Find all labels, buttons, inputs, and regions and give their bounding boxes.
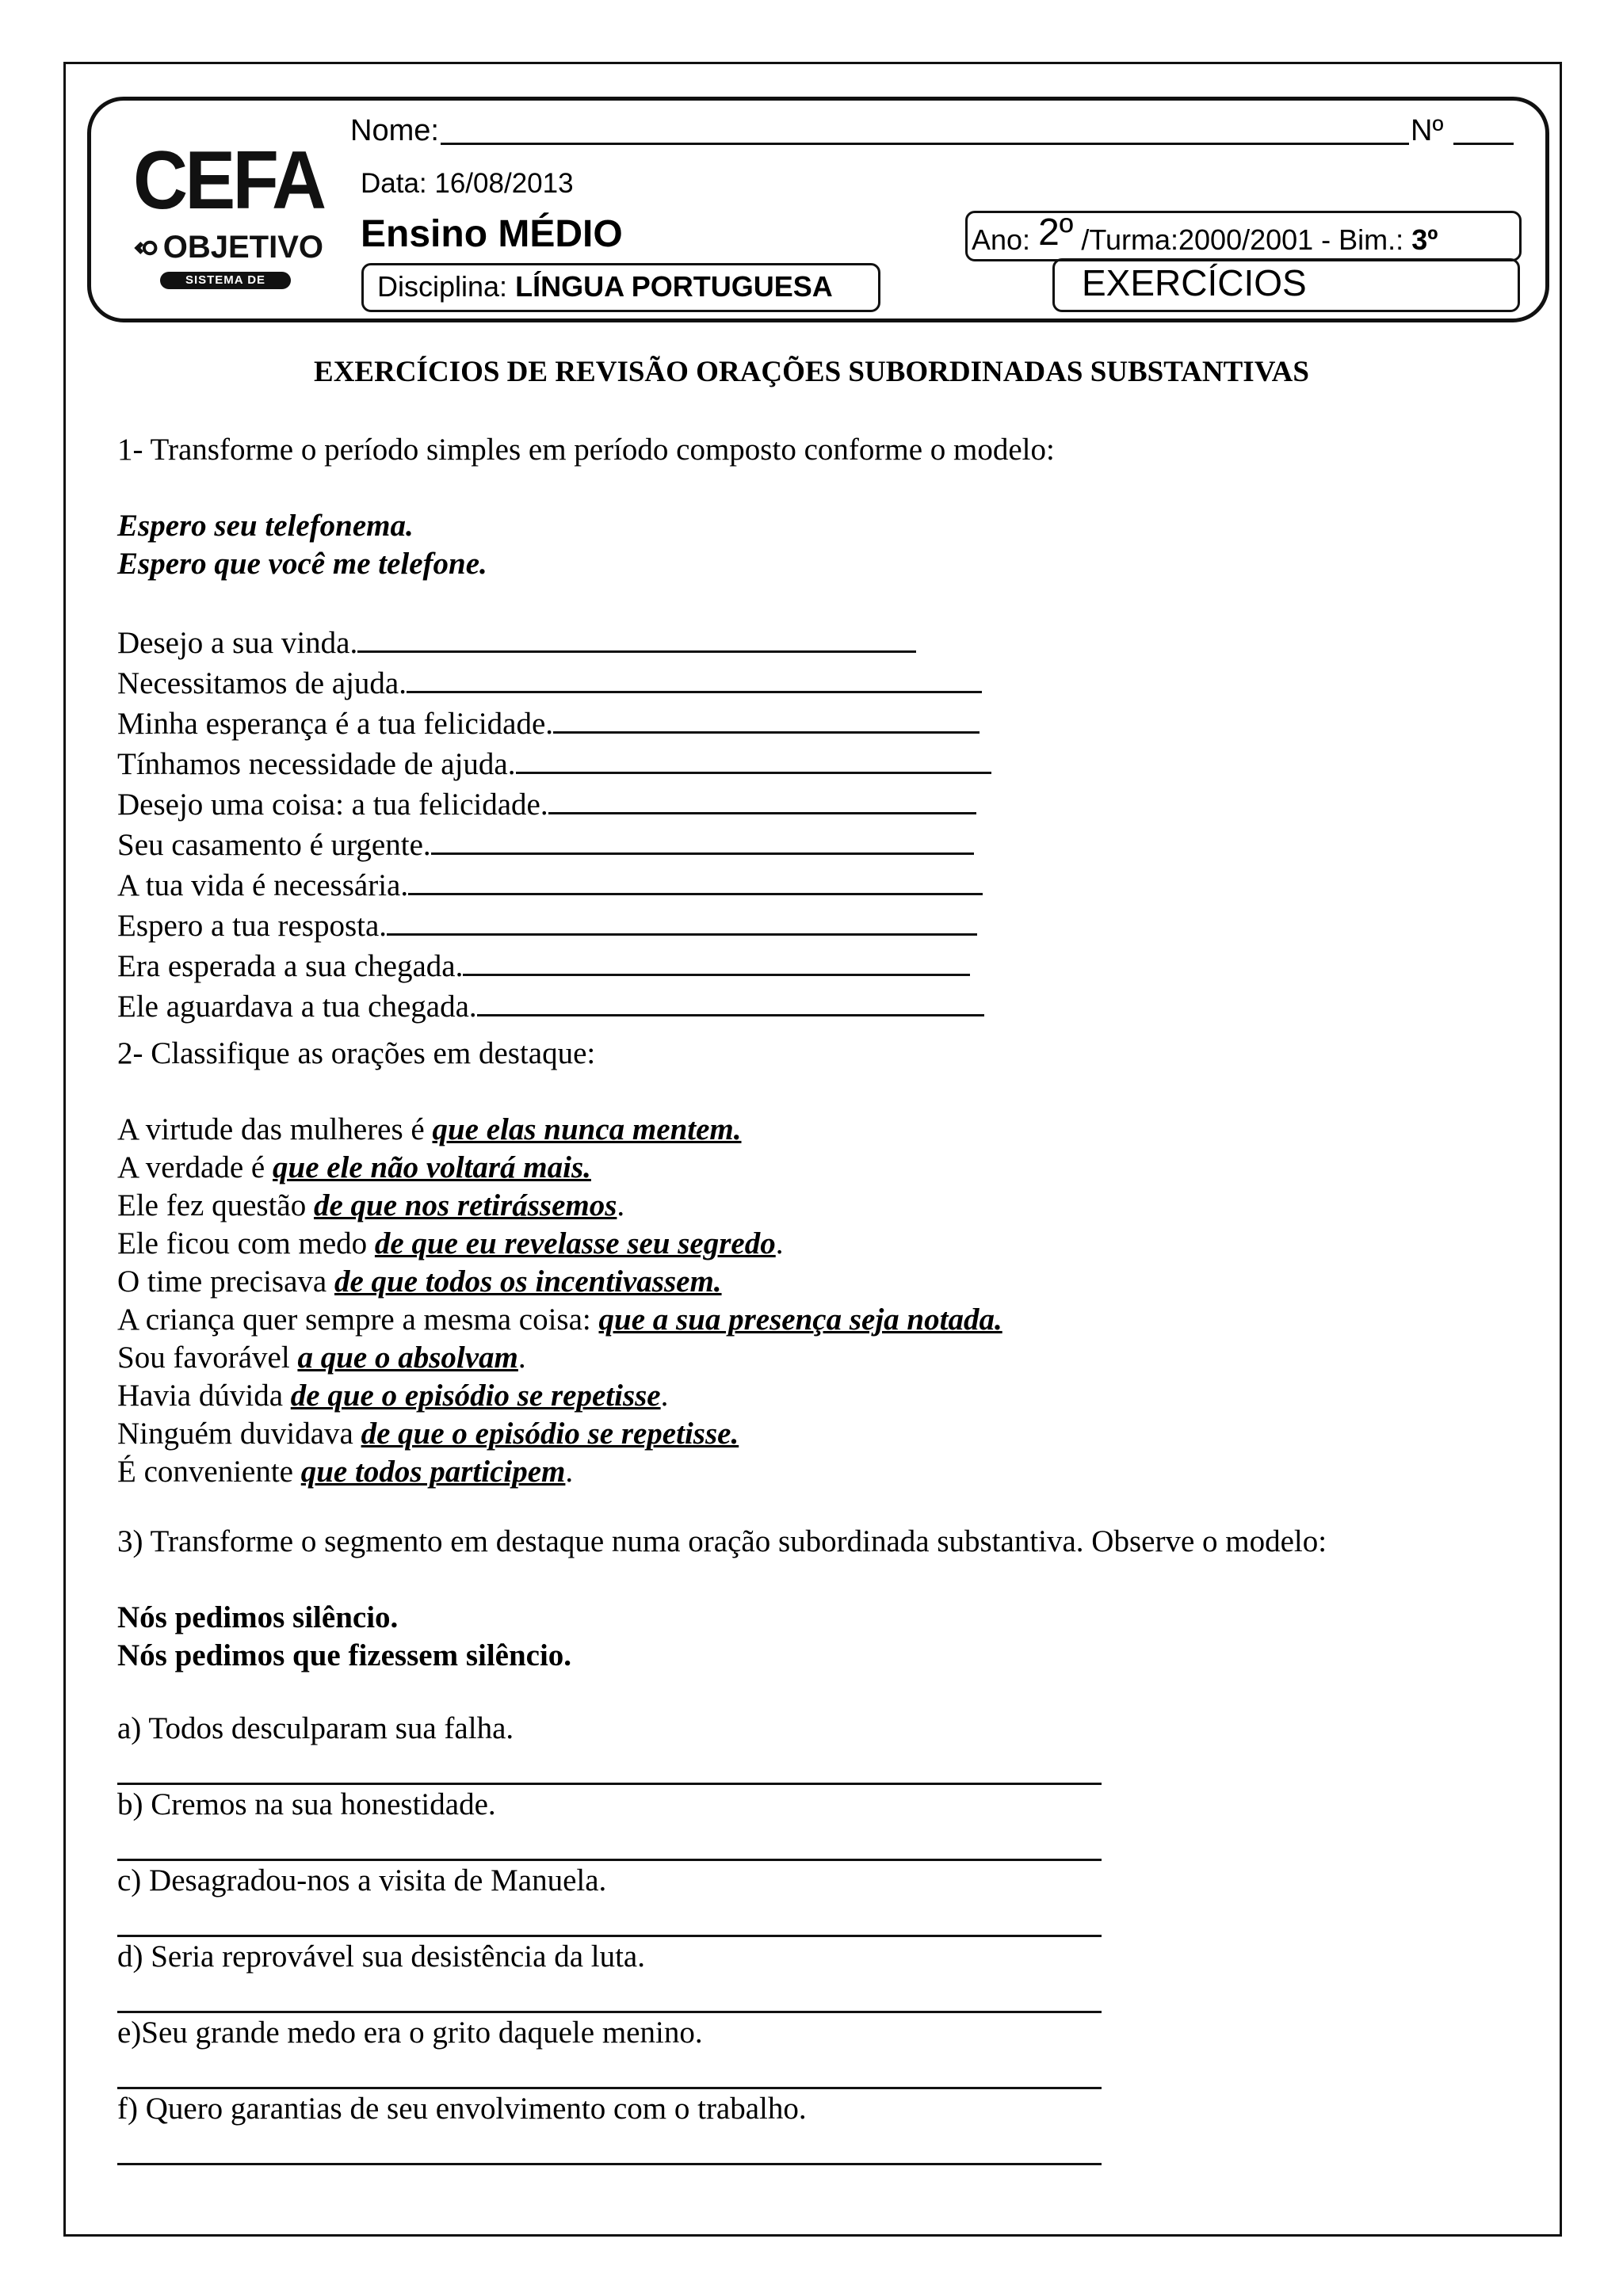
answer-line[interactable]	[117, 1935, 1102, 1937]
list-item: Ele ficou com medo de que eu revelasse seu segredo.	[117, 1226, 784, 1261]
highlighted-clause: de que o episódio se repetisse	[290, 1379, 661, 1413]
q1-model	[117, 507, 487, 583]
disciplina-value: LÍNGUA PORTUGUESA	[515, 270, 833, 303]
list-item: A verdade é que ele não voltará mais.	[117, 1150, 591, 1184]
worksheet-title: EXERCÍCIOS DE REVISÃO ORAÇÕES SUBORDINADAS SUBSTANTIVAS	[314, 356, 1309, 388]
objetivo-logo-icon	[133, 235, 158, 261]
highlighted-clause: que a sua presença seja notada.	[598, 1302, 1002, 1337]
disciplina-label: Disciplina:	[377, 270, 508, 303]
number-field[interactable]	[1453, 143, 1514, 145]
date-text: Data: 16/08/2013	[361, 168, 574, 199]
q3-model	[117, 1599, 571, 1675]
answer-blank[interactable]	[548, 784, 976, 814]
highlighted-clause: que todos participem	[300, 1455, 566, 1489]
highlighted-clause: que elas nunca mentem.	[432, 1112, 742, 1146]
q3-item-f: f) Quero garantias de seu envolvimento com o trabalho.	[117, 2092, 807, 2126]
answer-blank[interactable]	[516, 743, 991, 774]
highlighted-clause: de que eu revelasse seu segredo	[374, 1226, 776, 1261]
list-item: É conveniente que todos participem.	[117, 1455, 574, 1489]
highlighted-clause: de que o episódio se repetisse.	[361, 1417, 739, 1451]
answer-line[interactable]	[117, 2011, 1102, 2013]
list-item: Desejo a sua vinda.	[117, 622, 991, 662]
highlighted-clause: que ele não voltará mais.	[273, 1150, 591, 1184]
q3-item-b: b) Cremos na sua honestidade.	[117, 1787, 496, 1821]
turma-text: /Turma:2000/2001 - Bim.:	[1081, 223, 1404, 256]
list-item: Ninguém duvidava de que o episódio se repetisse.	[117, 1417, 739, 1451]
q2-prompt: 2- Classifique as orações em destaque:	[117, 1036, 596, 1070]
list-item: Tínhamos necessidade de ajuda.	[117, 743, 991, 784]
logo-text: CEFA	[133, 135, 324, 227]
list-item: Havia dúvida de que o episódio se repetisse.	[117, 1379, 669, 1413]
ano-value: 2º	[1038, 212, 1074, 254]
level-text: Ensino MÉDIO	[361, 213, 623, 255]
list-item: Sou favorável a que o absolvam.	[117, 1341, 526, 1375]
answer-line[interactable]	[117, 2163, 1102, 2165]
list-item: A virtude das mulheres é que elas nunca mentem.	[117, 1112, 742, 1146]
answer-blank[interactable]	[477, 986, 984, 1016]
answer-line[interactable]	[117, 1859, 1102, 1861]
logo-tagline: SISTEMA DE ENSINO	[160, 272, 291, 289]
highlighted-clause: de que nos retirássemos	[313, 1188, 617, 1222]
q3-prompt: 3) Transforme o segmento em destaque numa oração subordinada substantiva. Observe o modelo:	[117, 1524, 1327, 1558]
list-item: Ele aguardava a tua chegada.	[117, 986, 991, 1026]
answer-blank[interactable]	[431, 824, 974, 855]
list-item: Seu casamento é urgente.	[117, 824, 991, 864]
list-item: Necessitamos de ajuda.	[117, 662, 991, 703]
list-item: O time precisava de que todos os incentivassem.	[117, 1264, 722, 1299]
q3-model-line: Nós pedimos que fizessem silêncio.	[117, 1638, 572, 1672]
answer-line[interactable]	[117, 2087, 1102, 2089]
q2-items	[117, 1111, 1002, 1491]
list-item: Ele fez questão de que nos retirássemos.	[117, 1188, 625, 1222]
answer-blank[interactable]	[553, 703, 980, 734]
q1-model-line: Espero seu telefonema.	[117, 509, 414, 543]
list-item: A criança quer sempre a mesma coisa: que a sua presença seja notada.	[117, 1302, 1002, 1337]
highlighted-clause: de que todos os incentivassem.	[334, 1264, 722, 1299]
answer-line[interactable]	[117, 1783, 1102, 1785]
exercicios-label: EXERCÍCIOS	[1082, 262, 1307, 303]
school-logo	[133, 135, 324, 304]
q1-prompt: 1- Transforme o período simples em período composto conforme o modelo:	[117, 433, 1055, 467]
logo-subtitle: OBJETIVO	[162, 230, 323, 265]
answer-blank[interactable]	[357, 622, 916, 653]
q1-model-line: Espero que você me telefone.	[117, 547, 487, 581]
list-item: Era esperada a sua chegada.	[117, 945, 991, 986]
answer-blank[interactable]	[463, 945, 970, 976]
q3-item-d: d) Seria reprovável sua desistência da luta.	[117, 1939, 645, 1974]
q1-items	[117, 622, 991, 1026]
number-label: Nº	[1411, 114, 1444, 147]
answer-blank[interactable]	[387, 905, 977, 936]
q3-item-e: e)Seu grande medo era o grito daquele menino.	[117, 2016, 703, 2050]
list-item: Desejo uma coisa: a tua felicidade.	[117, 784, 991, 824]
q3-item-a: a) Todos desculparam sua falha.	[117, 1711, 514, 1745]
bim-value: 3º	[1411, 223, 1438, 256]
q3-model-line: Nós pedimos silêncio.	[117, 1600, 399, 1634]
list-item: A tua vida é necessária.	[117, 864, 991, 905]
name-field[interactable]	[441, 143, 1409, 145]
list-item: Minha esperança é a tua felicidade.	[117, 703, 991, 743]
q3-item-c: c) Desagradou-nos a visita de Manuela.	[117, 1863, 607, 1897]
ano-label: Ano:	[972, 223, 1031, 256]
highlighted-clause: a que o absolvam	[297, 1341, 518, 1375]
name-label: Nome:	[350, 114, 439, 147]
answer-blank[interactable]	[407, 662, 982, 693]
list-item: Espero a tua resposta.	[117, 905, 991, 945]
answer-blank[interactable]	[408, 864, 983, 895]
